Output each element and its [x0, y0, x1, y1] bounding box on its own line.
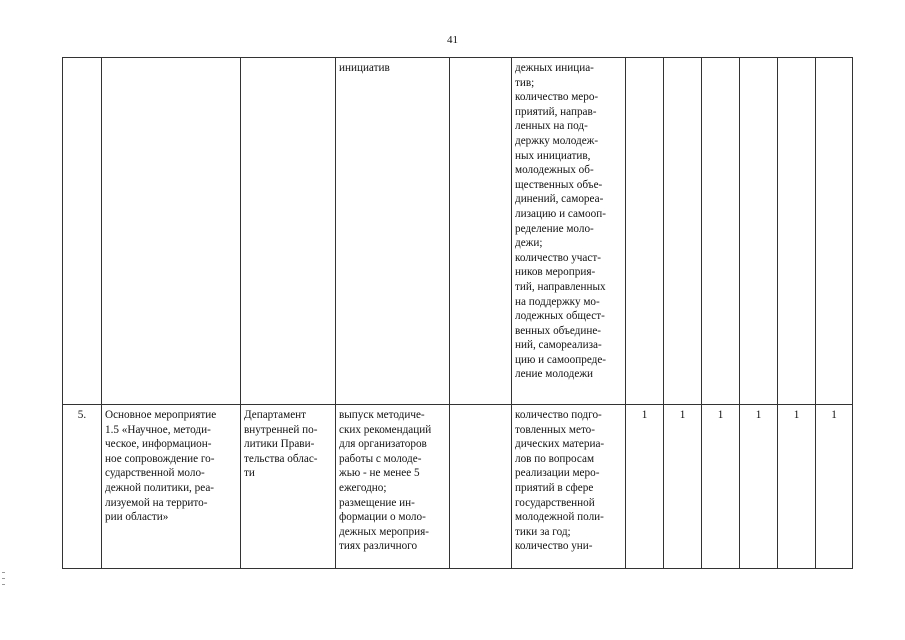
scan-edge-mark: [2, 578, 5, 579]
empty-cell: [450, 58, 512, 405]
page-number: 41: [447, 34, 458, 46]
table-row: [63, 58, 853, 405]
year-value-cell: [626, 58, 664, 405]
row-number-cell: 5.: [63, 405, 102, 569]
table-row: [63, 405, 853, 569]
year-value-cell: 1: [816, 405, 853, 569]
year-value-cell: 1: [702, 405, 740, 569]
scan-edge-mark: [2, 572, 5, 573]
year-value-cell: [664, 58, 702, 405]
event-name-cell: [102, 58, 241, 405]
expected-result-cell: выпуск методиче- ских рекомендаций для организаторов работы с молоде- жью - не менее 5 ежегодно; размещение ин- формации о моло- дежных мероприя- тиях различного: [336, 405, 450, 569]
year-value-cell: 1: [740, 405, 778, 569]
event-name-cell: Основное мероприятие 1.5 «Научное, методи- ческое, информацион- ное сопровождение го- сударственной моло- дежной политики, реа- лизуемой на террито- рии области»: [102, 405, 241, 569]
year-value-cell: 1: [664, 405, 702, 569]
year-value-cell: [816, 58, 853, 405]
year-value-cell: 1: [778, 405, 816, 569]
indicator-cell: дежных инициа- тив; количество меро- приятий, направ- ленных на под- держку молодеж- ных инициатив, молодежных об- щественных объе- динений, самореа- лизацию и самооп- ределение моло- дежи; количество участ- ников мероприя- тий, направленных на поддержку мо- лодежных общест- венных объедине- ний, самореализа- цию и самоопреде- ление молодежи: [512, 58, 626, 405]
program-table: [62, 57, 853, 569]
executor-cell: [241, 58, 336, 405]
executor-cell: Департамент внутренней по- литики Прави- тельства облас- ти: [241, 405, 336, 569]
empty-cell: [450, 405, 512, 569]
year-value-cell: [702, 58, 740, 405]
year-value-cell: [740, 58, 778, 405]
expected-result-cell: инициатив: [336, 58, 450, 405]
row-number-cell: [63, 58, 102, 405]
scan-edge-mark: [2, 584, 5, 585]
year-value-cell: 1: [626, 405, 664, 569]
year-value-cell: [778, 58, 816, 405]
indicator-cell: количество подго- товленных мето- дических материа- лов по вопросам реализации меро- приятий в сфере государственной молодежной поли- тики за год; количество уни-: [512, 405, 626, 569]
